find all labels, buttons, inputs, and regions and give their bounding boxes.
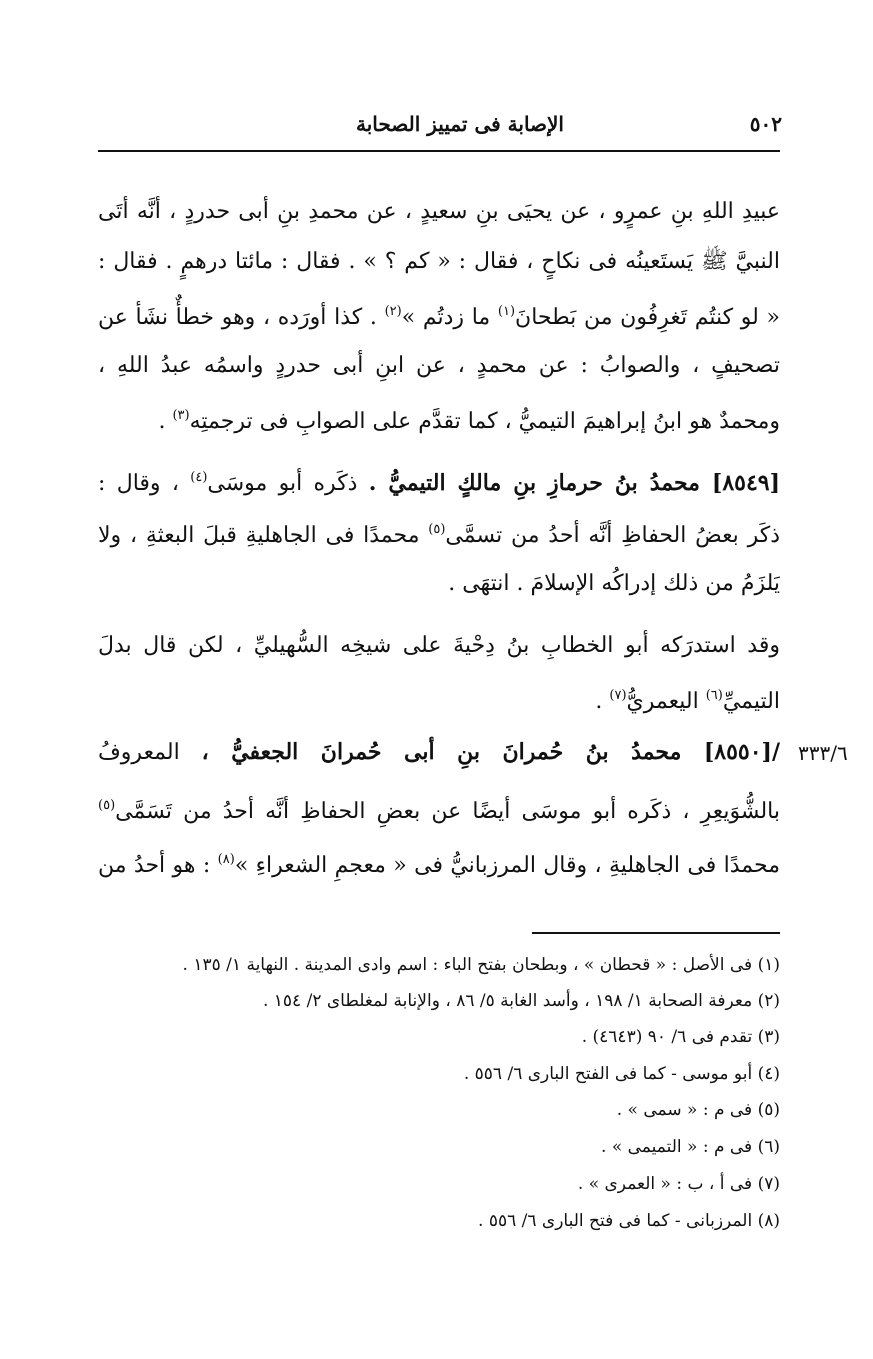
running-header-title: الإصابة فى تمييز الصحابة xyxy=(356,112,564,136)
footnote-marker: (٧) xyxy=(609,688,627,703)
footnote: (٥) فى م : « سمى » . xyxy=(616,1100,780,1120)
footnote: (١) فى الأصل : « قحطان » ، وبطحان بفتح الباء : اسم وادى المدينة . النهاية ١/ ١٣٥ . xyxy=(182,955,780,975)
footnote-marker: (٦) xyxy=(705,688,723,703)
footnote: (٢) معرفة الصحابة ١/ ١٩٨ ، وأسد الغابة ٥/ ٨٦ ، والإنابة لمغلطاى ٢/ ١٥٤ . xyxy=(262,991,780,1011)
footnote-marker: (٤) xyxy=(190,470,208,485)
line-text: . كذا أورَده ، وهو خطأٌ نشَأ عن xyxy=(98,305,377,330)
page-number: ٥٠٢ xyxy=(749,112,782,136)
line-text: محمدًا فى الجاهليةِ ، وقال المرزبانيُّ فى « معجمِ الشعراءِ » xyxy=(234,853,780,878)
body-line xyxy=(98,784,780,828)
body-line: عبيدِ اللهِ بنِ عمرٍو ، عن يحيَى بنِ سعيدٍ ، عن محمدِ بنِ أبى حدردٍ ، أنَّه أتَى xyxy=(98,199,780,224)
footnote-marker: (٢) xyxy=(384,304,402,319)
footnote-marker: (٨) xyxy=(217,852,235,867)
footnote-divider xyxy=(532,932,780,934)
body-line xyxy=(98,838,780,882)
footnote-marker: (٣) xyxy=(172,408,190,423)
line-text: ما زدتُم » xyxy=(401,305,491,330)
body-line xyxy=(98,674,780,718)
line-text: . xyxy=(158,409,166,434)
body-line: وقد استدرَكه أبو الخطابِ بنُ دِحْيةَ على شيخِه السُّهيليِّ ، لكن قال بدلَ xyxy=(98,633,780,658)
line-text: ذكَر بعضُ الحفاظِ أنَّه أحدُ من تسمَّى xyxy=(445,523,780,548)
entry-heading-line xyxy=(98,456,780,500)
footnote-marker: (٥) xyxy=(98,798,116,813)
entry-heading-line xyxy=(98,730,780,774)
body-line: تصحيفٍ ، والصوابُ : عن محمدٍ ، عن ابنِ أبى حدردٍ واسمُه عبدُ اللهِ ، xyxy=(98,353,780,378)
line-text: : هو أحدُ من xyxy=(98,853,211,878)
entry-heading: [٨٥٤٩] محمدُ بنُ حرمازِ بنِ مالكٍ التيميُّ . xyxy=(368,470,780,496)
body-line xyxy=(98,290,780,334)
body-line: النبيَّ ﷺ يَستَعينُه فى نكاحٍ ، فقال : « كم ؟ » . فقال : مائتا درهمٍ . فقال : xyxy=(98,249,780,274)
line-text: محمدًا فى الجاهليةِ قبلَ البعثةِ ، ولا xyxy=(98,523,420,548)
line-text: المعروفُ xyxy=(98,740,180,765)
footnote: (٣) تقدم فى ٦/ ٩٠ (٤٦٤٣) . xyxy=(581,1027,780,1047)
footnote-marker: (٥) xyxy=(428,522,446,537)
body-line: يَلزَمُ من ذلك إدراكُه الإسلامَ . انتهَى . xyxy=(448,571,780,596)
footnote: (٨) المرزبانى - كما فى فتح البارى ٦/ ٥٥٦ . xyxy=(478,1211,780,1231)
body-line xyxy=(98,508,780,552)
footnote: (٤) أبو موسى - كما فى الفتح البارى ٦/ ٥٥٦ . xyxy=(463,1064,780,1084)
footnote: (٧) فى أ ، ب : « العمرى » . xyxy=(577,1174,780,1194)
body-line xyxy=(98,394,780,438)
header-divider xyxy=(98,150,780,152)
line-text: ذكَره أبو موسَى xyxy=(207,471,358,496)
line-text: اليعمريُّ xyxy=(626,689,699,714)
line-text: ، وقال : xyxy=(98,471,179,496)
line-text: بالشُّوَيعِرِ ، ذكَره أبو موسَى أيضًا عن بعضِ الحفاظِ أنَّه أحدُ من تَسَمَّى xyxy=(115,799,780,824)
line-text: . xyxy=(595,689,603,714)
entry-heading: /[٨٥٥٠] محمدُ بنُ حُمرانَ بنِ أبى حُمرانَ الجعفيُّ ، xyxy=(201,739,780,765)
line-text: التيميِّ xyxy=(722,689,780,714)
footnote-marker: (١) xyxy=(497,304,516,319)
line-text: ومحمدٌ هو ابنُ إبراهيمَ التيميُّ ، كما تقدَّم على الصوابِ فى ترجمتِه xyxy=(189,409,780,434)
footnote: (٦) فى م : « التميمى » . xyxy=(601,1137,780,1157)
line-text: « لو كنتُم تَغرِفُون من بَطحانَ xyxy=(515,305,780,330)
margin-reference: ٣٣٣/٦ xyxy=(798,741,848,765)
